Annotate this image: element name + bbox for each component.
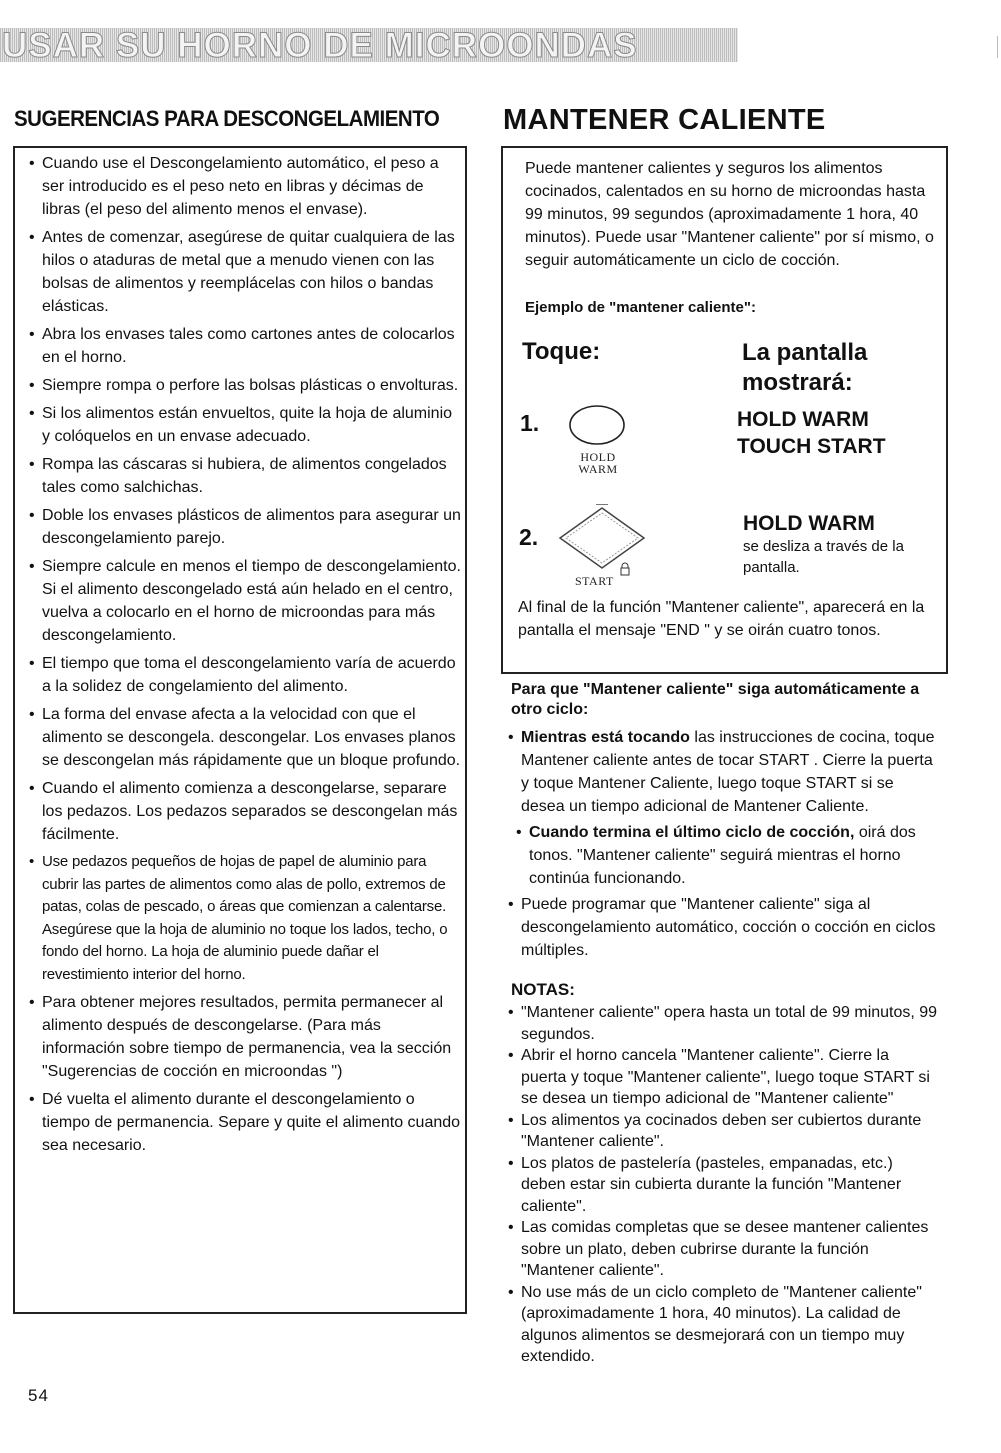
auto-follow-list xyxy=(508,726,938,965)
note-item: • Las comidas completas que se desee mantener calientes sobre un plato, deben cubrirse durante la función "Mantener caliente". xyxy=(508,1217,938,1282)
tip-item: • Abra los envases tales como cartones antes de colocarlos en el horno. xyxy=(29,323,464,369)
tip-item: • La forma del envase afecta a la velocidad con que el alimento se descongela. descongelar. Los envases planos se descongelan más rápidamente que un bloque profundo. xyxy=(29,703,464,772)
tip-item: • Cuando use el Descongelamiento automático, el peso a ser introducido es el peso neto en libras y décimas de libras (el peso del alimento menos el envase). xyxy=(29,152,464,221)
note-item: • Abrir el horno cancela "Mantener caliente". Cierre la puerta y toque "Mantener caliente", luego toque START si se desea un tiempo adicional de "Mantener caliente" xyxy=(508,1045,938,1110)
note-item: • No use más de un ciclo completo de "Mantener caliente" (aproximadamente 1 hora, 40 minutos). La calidad de algunos alimentos se desmejorará con un tiempo muy extendido. xyxy=(508,1282,938,1368)
hold-warm-key-label: HOLD WARM xyxy=(578,450,618,476)
tip-item: • Use pedazos pequeños de hojas de papel de aluminio para cubrir las partes de alimentos como alas de pollo, extremos de patas, colas de pescado, o áreas que comienzan a calentarse. Asegúrese que la hoja de aluminio no toque los lados, techo, o fondo del horno. La hoja de aluminio puede dañar el revestimiento interior del horno. xyxy=(29,851,464,986)
auto-follow-item: • Cuando termina el último ciclo de cocción, oirá dos tonos. "Mantener caliente" seguirá mientras el horno continúa funcionando. xyxy=(516,821,938,890)
display-line: TOUCH START xyxy=(737,435,886,458)
tip-item: • Doble los envases plásticos de alimentos para asegurar un descongelamiento parejo. xyxy=(29,504,464,550)
tip-item: • Si los alimentos están envueltos, quite la hoja de aluminio y colóquelos en un envase adecuado. xyxy=(29,402,464,448)
example-title: Ejemplo de "mantener caliente": xyxy=(525,299,756,316)
step-1-number: 1. xyxy=(520,410,540,436)
tip-item: • Siempre rompa o perfore las bolsas plásticas o envolturas. xyxy=(29,374,464,397)
tip-item: • Rompa las cáscaras si hubiera, de alimentos congelados tales como salchichas. xyxy=(29,453,464,499)
step-2-display-sub: se desliza a través de la pantalla. xyxy=(743,538,904,576)
step-1-display xyxy=(737,406,886,460)
banner-title: USAR SU HORNO DE MICROONDAS xyxy=(2,28,638,62)
end-note: Al final de la función "Mantener caliente", aparecerá en la pantalla el mensaje "END " y se oirán cuatro tonos. xyxy=(518,599,925,639)
step-2-number: 2. xyxy=(519,524,539,550)
tip-item: • Dé vuelta el alimento durante el descongelamiento o tiempo de permanencia. Separe y quite el alimento cuando sea necesario. xyxy=(29,1088,464,1157)
display-line: HOLD WARM xyxy=(737,408,869,431)
tip-item: • Siempre calcule en menos el tiempo de descongelamiento. Si el alimento descongelado está aún helado en el centro, vuelva a colocarlo en el horno de microondas para más descongelamiento. xyxy=(29,555,464,647)
hold-warm-key-icon xyxy=(568,404,626,446)
margin-mark xyxy=(997,36,998,58)
touch-column-header: Toque: xyxy=(522,338,601,365)
auto-follow-item: • Mientras está tocando las instrucciones de cocina, toque Mantener caliente antes de tocar START . Cierre la puerta y toque Mantener Caliente, luego toque START si se desea un tiempo adicional de Mantener Caliente. xyxy=(508,726,938,818)
tip-item: • Cuando el alimento comienza a descongelarse, separare los pedazos. Los pedazos separados se descongelan más fácilmente. xyxy=(29,777,464,846)
notes-title: NOTAS: xyxy=(511,980,575,999)
note-item: • "Mantener caliente" opera hasta un total de 99 minutos, 99 segundos. xyxy=(508,1002,938,1045)
tip-item: • Antes de comenzar, asegúrese de quitar cualquiera de las hilos o ataduras de metal que a menudo vienen con las bolsas de alimentos y reemplácelas con hilos o bandas elásticas. xyxy=(29,226,464,318)
tip-item: • El tiempo que toma el descongelamiento varía de acuerdo a la solidez de congelamiento del alimento. xyxy=(29,652,464,698)
section-banner xyxy=(0,28,738,62)
note-item: • Los platos de pastelería (pasteles, empanadas, etc.) deben estar sin cubierta durante la función "Mantener caliente". xyxy=(508,1153,938,1218)
hold-warm-heading: MANTENER CALIENTE xyxy=(503,104,826,136)
defrost-tips-heading: SUGERENCIAS PARA DESCONGELAMIENTO xyxy=(14,106,440,131)
auto-follow-title: Para que "Mantener caliente" siga automáticamente a otro ciclo: xyxy=(511,681,920,718)
tip-item: • Para obtener mejores resultados, permita permanecer al alimento después de descongelarse. (Para más información sobre tiempo de permanencia, vea la sección "Sugerencias de cocción en microondas ") xyxy=(29,991,464,1083)
notes-list xyxy=(508,1002,938,1368)
auto-follow-item: • Puede programar que "Mantener caliente" siga al descongelamiento automático, cocción o cocción en ciclos múltiples. xyxy=(508,893,938,962)
page-number: 54 xyxy=(28,1386,49,1405)
defrost-tips-list xyxy=(29,152,464,1162)
display-column-header: La pantalla mostrará: xyxy=(742,339,868,396)
note-item: • Los alimentos ya cocinados deben ser cubiertos durante "Mantener caliente". xyxy=(508,1110,938,1153)
start-key-icon xyxy=(552,504,652,574)
step-2-display-title: HOLD WARM xyxy=(743,512,875,535)
lock-icon xyxy=(619,562,631,576)
start-key-label: START xyxy=(575,574,614,588)
hold-warm-intro: Puede mantener calientes y seguros los alimentos cocinados, calentados en su horno de microondas hasta 99 minutos, 99 segundos (aproximadamente 1 hora, 40 minutos). Puede usar "Mantener caliente" por sí mismo, o seguir automáticamente un ciclo de cocción. xyxy=(525,160,934,269)
